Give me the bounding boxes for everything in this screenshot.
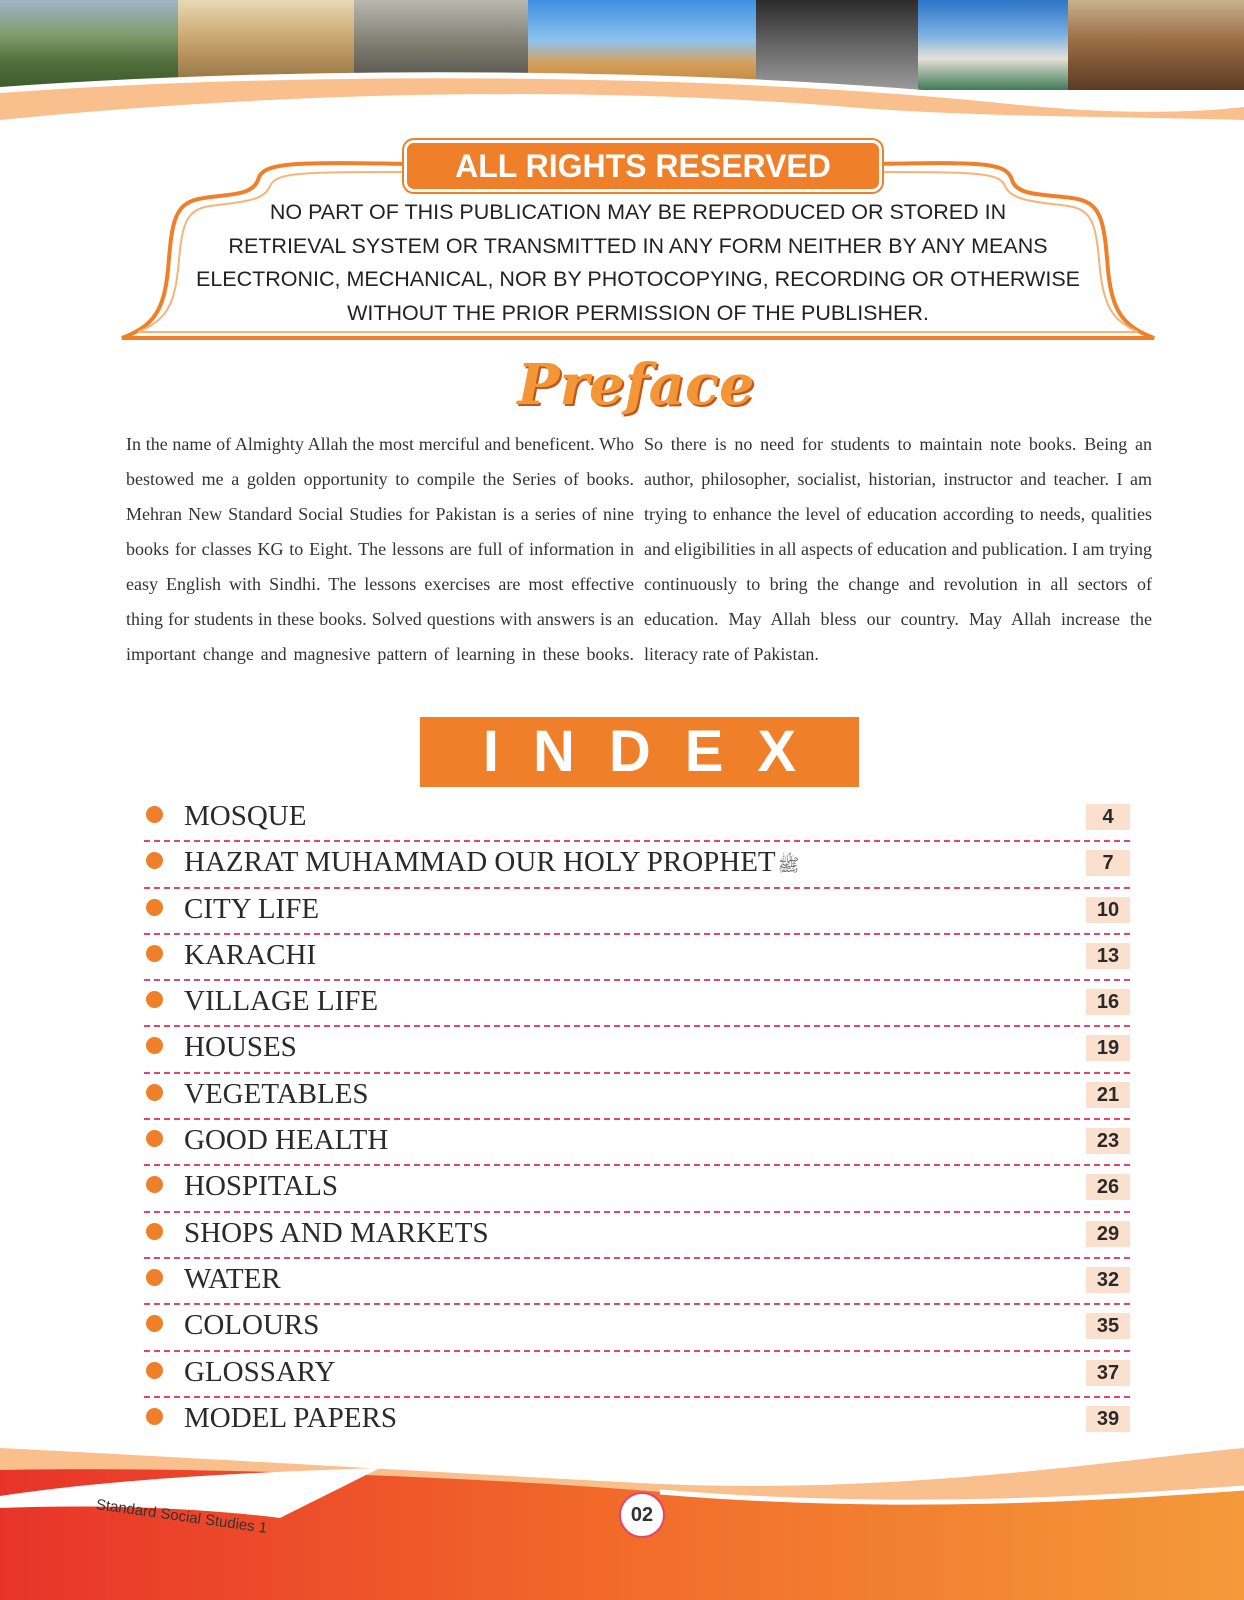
bullet-icon xyxy=(146,1130,163,1147)
header-wave xyxy=(0,60,1244,130)
index-entry-title xyxy=(184,1076,369,1112)
index-entry xyxy=(144,935,1130,981)
bullet-icon xyxy=(146,1176,163,1193)
index-entry-title xyxy=(184,1168,338,1204)
index-entry-page: 29 xyxy=(1086,1221,1130,1247)
index-entry-page: 39 xyxy=(1086,1406,1130,1432)
index-entry xyxy=(144,1120,1130,1166)
index-entry-text: CITY LIFE xyxy=(184,892,320,925)
bullet-icon xyxy=(146,1269,163,1286)
rights-line: NO PART OF THIS PUBLICATION MAY BE REPRODUCED OR STORED IN xyxy=(269,200,1007,224)
index-entry xyxy=(144,1213,1130,1259)
index-entry-text: KARACHI xyxy=(184,938,317,971)
index-entry xyxy=(144,1398,1130,1444)
index-entry-title xyxy=(184,1215,489,1251)
index-entry xyxy=(144,889,1130,935)
index-entry-text: GLOSSARY xyxy=(184,1355,336,1388)
bullet-icon xyxy=(146,1223,163,1240)
index-entry-title xyxy=(184,983,378,1019)
index-entry-title xyxy=(184,1261,281,1297)
bullet-icon xyxy=(146,1408,163,1425)
index-entry-page: 7 xyxy=(1086,850,1130,876)
index-entry-title xyxy=(184,844,799,882)
index-entry-text: SHOPS AND MARKETS xyxy=(184,1216,489,1249)
bullet-icon xyxy=(146,899,163,916)
page-number: 02 xyxy=(619,1492,665,1538)
index-entry-title xyxy=(184,1122,388,1158)
index-entry-page: 19 xyxy=(1086,1035,1130,1061)
preface-title: Preface xyxy=(517,352,755,418)
index-entry-page: 37 xyxy=(1086,1360,1130,1386)
index-entry xyxy=(144,981,1130,1027)
index-entry-page: 21 xyxy=(1086,1082,1130,1108)
bullet-icon xyxy=(146,1084,163,1101)
index-entry-page: 10 xyxy=(1086,897,1130,923)
index-entry-text: HAZRAT MUHAMMAD OUR HOLY PROPHET xyxy=(184,846,776,879)
index-list xyxy=(144,796,1130,1444)
index-entry-title xyxy=(184,1307,319,1343)
index-entry-page: 16 xyxy=(1086,989,1130,1015)
index-entry-title xyxy=(184,1400,397,1436)
bullet-icon xyxy=(146,991,163,1008)
rights-line: WITHOUT THE PRIOR PERMISSION OF THE PUBLISHER. xyxy=(347,300,929,325)
index-entry xyxy=(144,1166,1130,1212)
index-entry xyxy=(144,1352,1130,1398)
index-entry xyxy=(144,1074,1130,1120)
index-entry xyxy=(144,1259,1130,1305)
rights-line: ELECTRONIC, MECHANICAL, NOR BY PHOTOCOPYING, RECORDING OR OTHERWISE xyxy=(195,267,1080,291)
index-entry-text: MOSQUE xyxy=(184,800,307,832)
rights-notice xyxy=(150,196,1126,330)
rights-title: ALL RIGHTS RESERVED xyxy=(404,140,882,192)
index-entry-title xyxy=(184,891,319,927)
index-entry-page: 4 xyxy=(1086,804,1130,830)
index-entry-text: VILLAGE LIFE xyxy=(184,985,379,1018)
index-entry xyxy=(144,1305,1130,1351)
index-entry xyxy=(144,796,1130,842)
preface-body: In the name of Almighty Allah the most merciful and beneficent. Who bestowed me a golden opportunity to compile the Series of books. Mehran New Standard Social Studies for Pakistan is a series of nine books for classes KG to Eight. The lessons are full of information in easy English with Sindhi. The lessons exercises are most effective thing for students in these books. Solved questions with answers is an important change and magnesive pattern of learning in these books. So there is no need for students to maintain note books. Being an author, philosopher, socialist, historian, instructor and teacher. I am trying to enhance the level of education according to needs, qualities and eligibilities in all aspects of education and publication. I am trying continuously to bring the change and revolution in all sectors of education. May Allah bless our country. May Allah increase the literacy rate of Pakistan. xyxy=(126,434,1152,664)
rights-line: RETRIEVAL SYSTEM OR TRANSMITTED IN ANY FORM NEITHER BY ANY MEANS xyxy=(228,233,1048,258)
index-entry-title xyxy=(184,1029,297,1065)
index-entry-text: HOSPITALS xyxy=(184,1170,338,1203)
bullet-icon xyxy=(146,806,163,823)
index-entry-text: VEGETABLES xyxy=(184,1077,369,1110)
index-entry-page: 23 xyxy=(1086,1128,1130,1154)
index-entry-text: MODEL PAPERS xyxy=(184,1401,397,1434)
index-entry-title xyxy=(184,1354,336,1390)
index-entry-page: 32 xyxy=(1086,1267,1130,1293)
index-entry-page: 13 xyxy=(1086,943,1130,969)
index-entry-text: HOUSES xyxy=(184,1031,297,1064)
index-entry-title xyxy=(184,798,306,834)
index-entry-text: WATER xyxy=(184,1262,281,1295)
bullet-icon xyxy=(146,1037,163,1054)
index-entry-page: 35 xyxy=(1086,1313,1130,1339)
book-title: Standard Social Studies 1 xyxy=(94,1496,269,1537)
index-entry-text: COLOURS xyxy=(184,1309,320,1342)
bullet-icon xyxy=(146,1315,163,1332)
bullet-icon xyxy=(146,945,163,962)
index-entry-page: 26 xyxy=(1086,1174,1130,1200)
index-entry-title xyxy=(184,937,316,973)
index-entry xyxy=(144,1027,1130,1073)
index-entry-text: GOOD HEALTH xyxy=(184,1124,389,1157)
index-title: INDEX xyxy=(420,717,859,787)
index-entry xyxy=(144,842,1130,888)
bullet-icon xyxy=(146,852,163,869)
pbuh-calligraphy-icon: ﷺ xyxy=(777,854,800,875)
bullet-icon xyxy=(146,1362,163,1379)
